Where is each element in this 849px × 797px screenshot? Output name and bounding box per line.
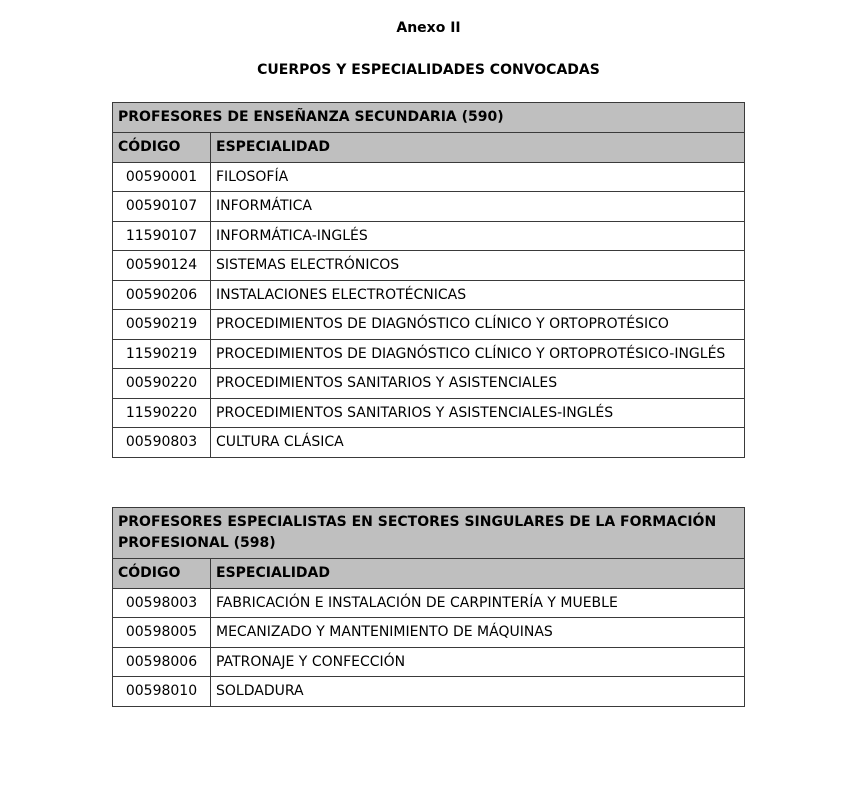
specialties-table-598	[112, 507, 745, 707]
column-header-specialty: ESPECIALIDAD	[211, 133, 745, 163]
table-row	[113, 192, 745, 222]
table-row	[113, 677, 745, 707]
code-cell: 00598005	[113, 618, 211, 648]
code-cell: 00590107	[113, 192, 211, 222]
table-group-title: PROFESORES DE ENSEÑANZA SECUNDARIA (590)	[113, 103, 745, 133]
specialty-cell: FILOSOFÍA	[211, 162, 745, 192]
table-group-title: PROFESORES ESPECIALISTAS EN SECTORES SINGULARES DE LA FORMACIÓN PROFESIONAL (598)	[113, 508, 745, 559]
specialty-cell: INFORMÁTICA-INGLÉS	[211, 221, 745, 251]
table-row	[113, 647, 745, 677]
table-row	[113, 618, 745, 648]
code-cell: 00590220	[113, 369, 211, 399]
document-subheading: CUERPOS Y ESPECIALIDADES CONVOCADAS	[257, 62, 600, 78]
table-row	[113, 428, 745, 458]
column-header-code: CÓDIGO	[113, 559, 211, 589]
specialty-cell: SISTEMAS ELECTRÓNICOS	[211, 251, 745, 281]
code-cell: 00598006	[113, 647, 211, 677]
table-row	[113, 588, 745, 618]
table-row	[113, 369, 745, 399]
specialty-cell: PROCEDIMIENTOS DE DIAGNÓSTICO CLÍNICO Y ORTOPROTÉSICO	[211, 310, 745, 340]
code-cell: 11590219	[113, 339, 211, 369]
table-row	[113, 339, 745, 369]
specialty-cell: CULTURA CLÁSICA	[211, 428, 745, 458]
code-cell: 00590803	[113, 428, 211, 458]
specialty-cell: FABRICACIÓN E INSTALACIÓN DE CARPINTERÍA Y MUEBLE	[211, 588, 745, 618]
table-row	[113, 310, 745, 340]
code-cell: 00598003	[113, 588, 211, 618]
specialties-table-590	[112, 102, 745, 458]
table-row	[113, 280, 745, 310]
column-header-specialty: ESPECIALIDAD	[211, 559, 745, 589]
specialty-cell: PROCEDIMIENTOS DE DIAGNÓSTICO CLÍNICO Y ORTOPROTÉSICO-INGLÉS	[211, 339, 745, 369]
code-cell: 00590206	[113, 280, 211, 310]
specialty-cell: PATRONAJE Y CONFECCIÓN	[211, 647, 745, 677]
code-cell: 11590220	[113, 398, 211, 428]
code-cell: 00590001	[113, 162, 211, 192]
specialty-cell: SOLDADURA	[211, 677, 745, 707]
column-header-code: CÓDIGO	[113, 133, 211, 163]
specialty-cell: INFORMÁTICA	[211, 192, 745, 222]
table-row	[113, 162, 745, 192]
table-row	[113, 221, 745, 251]
code-cell: 00590219	[113, 310, 211, 340]
code-cell: 00590124	[113, 251, 211, 281]
table-row	[113, 398, 745, 428]
table-row	[113, 251, 745, 281]
code-cell: 00598010	[113, 677, 211, 707]
document-heading: Anexo II	[396, 20, 461, 36]
code-cell: 11590107	[113, 221, 211, 251]
specialty-cell: MECANIZADO Y MANTENIMIENTO DE MÁQUINAS	[211, 618, 745, 648]
specialty-cell: PROCEDIMIENTOS SANITARIOS Y ASISTENCIALES-INGLÉS	[211, 398, 745, 428]
specialty-cell: PROCEDIMIENTOS SANITARIOS Y ASISTENCIALES	[211, 369, 745, 399]
specialty-cell: INSTALACIONES ELECTROTÉCNICAS	[211, 280, 745, 310]
